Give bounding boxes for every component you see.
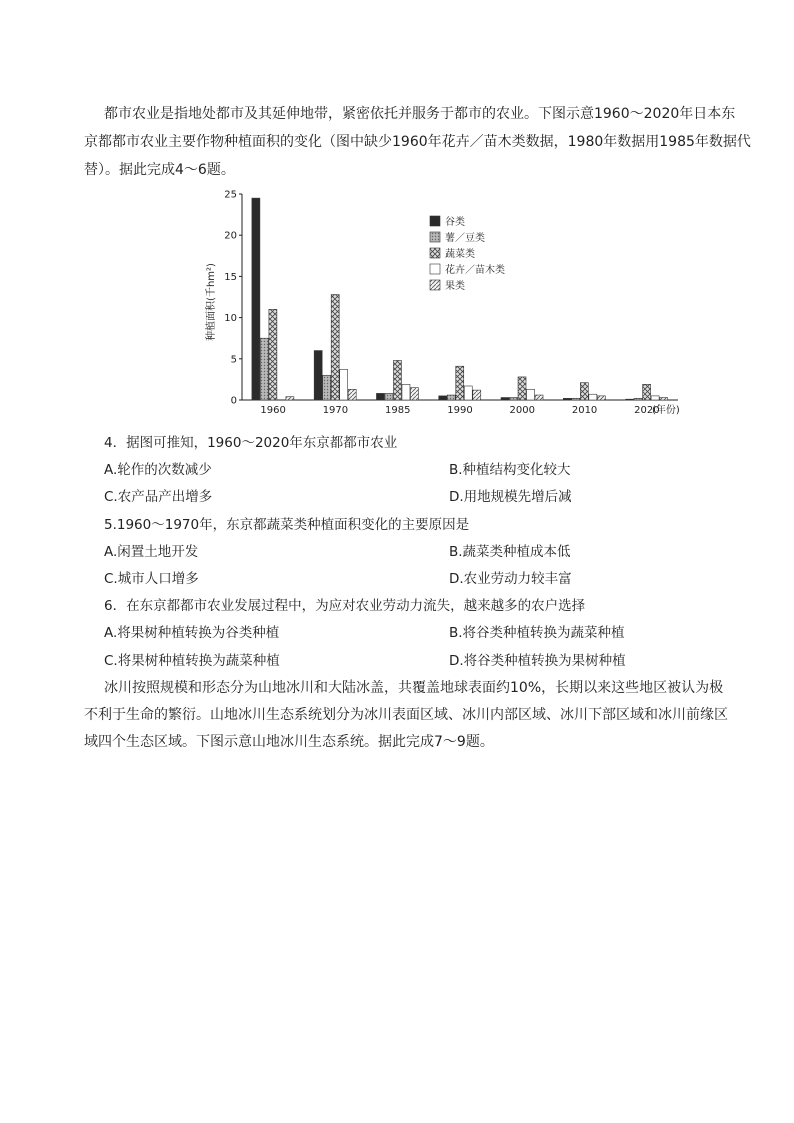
bar-grain-1985 (376, 393, 384, 400)
intro2-line2: 不利于生命的繁衍。山地冰川生态系统划分为冰川表面区域、冰川内部区域、冰川下部区域和冰川前缘区 (84, 707, 728, 723)
intro1-line1: 都市农业是指地处都市及其延伸地带，紧密依托并服务于都市的农业。下图示意1960～2020年日本东 (104, 106, 736, 122)
y-tick-label: 10 (224, 313, 237, 325)
y-tick-label: 20 (224, 230, 237, 242)
x-tick-label: 1985 (384, 405, 411, 416)
intro2-line1: 冰川按照规模和形态分为山地冰川和大陆冰盖，共覆盖地球表面约10%，长期以来这些地区被认为极 (104, 680, 724, 696)
x-tick-label: 1960 (260, 405, 286, 416)
legend-swatch-grain (430, 216, 440, 226)
legend-label-grain: 谷类 (445, 217, 465, 228)
legend-swatch-flower-seedling (430, 264, 440, 274)
bar-fruit-1985 (410, 388, 418, 400)
y-axis-label: 种植面积(千hm²) (206, 263, 217, 341)
bar-vegetable-2000 (518, 377, 526, 400)
legend-swatch-fruit (430, 280, 440, 290)
bar-vegetable-1985 (393, 360, 401, 400)
q4-option-c[interactable]: C.农产品产出增多 (104, 489, 213, 505)
q4-stem: 4．据图可推知，1960～2020年东京都都市农业 (104, 435, 398, 451)
q5-stem: 5.1960～1970年，东京都蔬菜类种植面积变化的主要原因是 (104, 517, 470, 533)
q5-option-d[interactable]: D.农业劳动力较丰富 (449, 571, 572, 587)
bar-flower-seedling-1985 (402, 384, 410, 400)
legend-label-potato-bean: 薯／豆类 (445, 233, 485, 244)
bar-vegetable-2020 (643, 384, 651, 400)
x-axis-label: (年份) (652, 405, 680, 416)
q6-option-d[interactable]: D.将谷类种植转换为果树种植 (449, 653, 626, 669)
bar-vegetable-1970 (331, 295, 339, 400)
q6-stem: 6．在东京都都市农业发展过程中，为应对农业劳动力流失，越来越多的农户选择 (104, 598, 586, 614)
bar-flower-seedling-2000 (527, 389, 535, 400)
bar-fruit-1970 (348, 389, 356, 400)
x-tick-labels (260, 405, 659, 416)
legend-label-vegetable: 蔬菜类 (445, 249, 475, 260)
x-tick-label: 1990 (447, 405, 473, 416)
bar-fruit-2000 (535, 395, 543, 400)
q5-option-b[interactable]: B.蔬菜类种植成本低 (449, 544, 571, 560)
q6-option-a[interactable]: A.将果树种植转换为谷类种植 (104, 625, 280, 641)
x-tick-label: 2020 (634, 405, 660, 416)
bar-grain-2020 (626, 399, 634, 400)
y-tick-label: 15 (224, 271, 237, 283)
bar-fruit-1960 (286, 397, 294, 400)
y-tick-label: 0 (230, 395, 237, 407)
bar-vegetable-1960 (269, 309, 277, 400)
bar-potato-bean-1970 (323, 375, 331, 400)
legend-swatch-vegetable (430, 248, 440, 258)
bar-potato-bean-2020 (634, 398, 642, 400)
y-tick-label: 25 (224, 189, 237, 201)
bar-potato-bean-2010 (572, 398, 580, 400)
q5-option-c[interactable]: C.城市人口增多 (104, 571, 199, 587)
bar-flower-seedling-2020 (651, 396, 659, 400)
x-tick-label: 1970 (322, 405, 349, 416)
q4-option-a[interactable]: A.轮作的次数减少 (104, 462, 212, 478)
bar-fruit-1990 (473, 390, 481, 400)
q4-option-d[interactable]: D.用地规模先增后减 (449, 489, 572, 505)
bar-grain-2000 (501, 398, 509, 400)
q6-option-c[interactable]: C.将果树种植转换为蔬菜种植 (104, 653, 280, 669)
bar-flower-seedling-2010 (589, 394, 597, 400)
q4-option-b[interactable]: B.种植结构变化较大 (449, 462, 571, 478)
chart-bars (252, 198, 668, 400)
q6-option-b[interactable]: B.将谷类种植转换为蔬菜种植 (449, 625, 625, 641)
legend-label-flower-seedling: 花卉／苗木类 (445, 265, 505, 276)
q5-option-a[interactable]: A.闲置土地开发 (104, 544, 199, 560)
intro1-line2: 京都都市农业主要作物种植面积的变化（图中缺少1960年花卉／苗木类数据，1980年数据用1985年数据代 (84, 134, 751, 150)
bar-fruit-2010 (597, 396, 605, 400)
crop-area-bar-chart (200, 184, 690, 420)
x-tick-label: 2000 (509, 405, 536, 416)
bar-potato-bean-2000 (510, 398, 518, 400)
bar-grain-2010 (563, 398, 571, 400)
bar-grain-1970 (314, 351, 322, 400)
legend-label-fruit: 果类 (445, 281, 465, 292)
intro1-line3: 替）。据此完成4～6题。 (84, 162, 235, 178)
bar-flower-seedling-1990 (464, 386, 472, 400)
chart-legend (430, 215, 505, 292)
bar-potato-bean-1985 (385, 393, 393, 400)
bar-flower-seedling-1970 (340, 370, 348, 400)
bar-potato-bean-1960 (260, 338, 268, 400)
y-tick-label: 5 (230, 354, 237, 366)
bar-fruit-2020 (660, 398, 668, 400)
bar-vegetable-1990 (456, 366, 464, 400)
bar-potato-bean-1990 (447, 395, 455, 400)
bar-grain-1960 (252, 198, 260, 400)
intro2-line3: 域四个生态区域。下图示意山地冰川生态系统。据此完成7～9题。 (84, 734, 494, 750)
legend-swatch-potato-bean (430, 232, 440, 242)
x-tick-label: 2010 (571, 405, 598, 416)
bar-grain-1990 (439, 396, 447, 400)
bar-vegetable-2010 (580, 383, 588, 400)
y-tick-labels (224, 190, 237, 407)
